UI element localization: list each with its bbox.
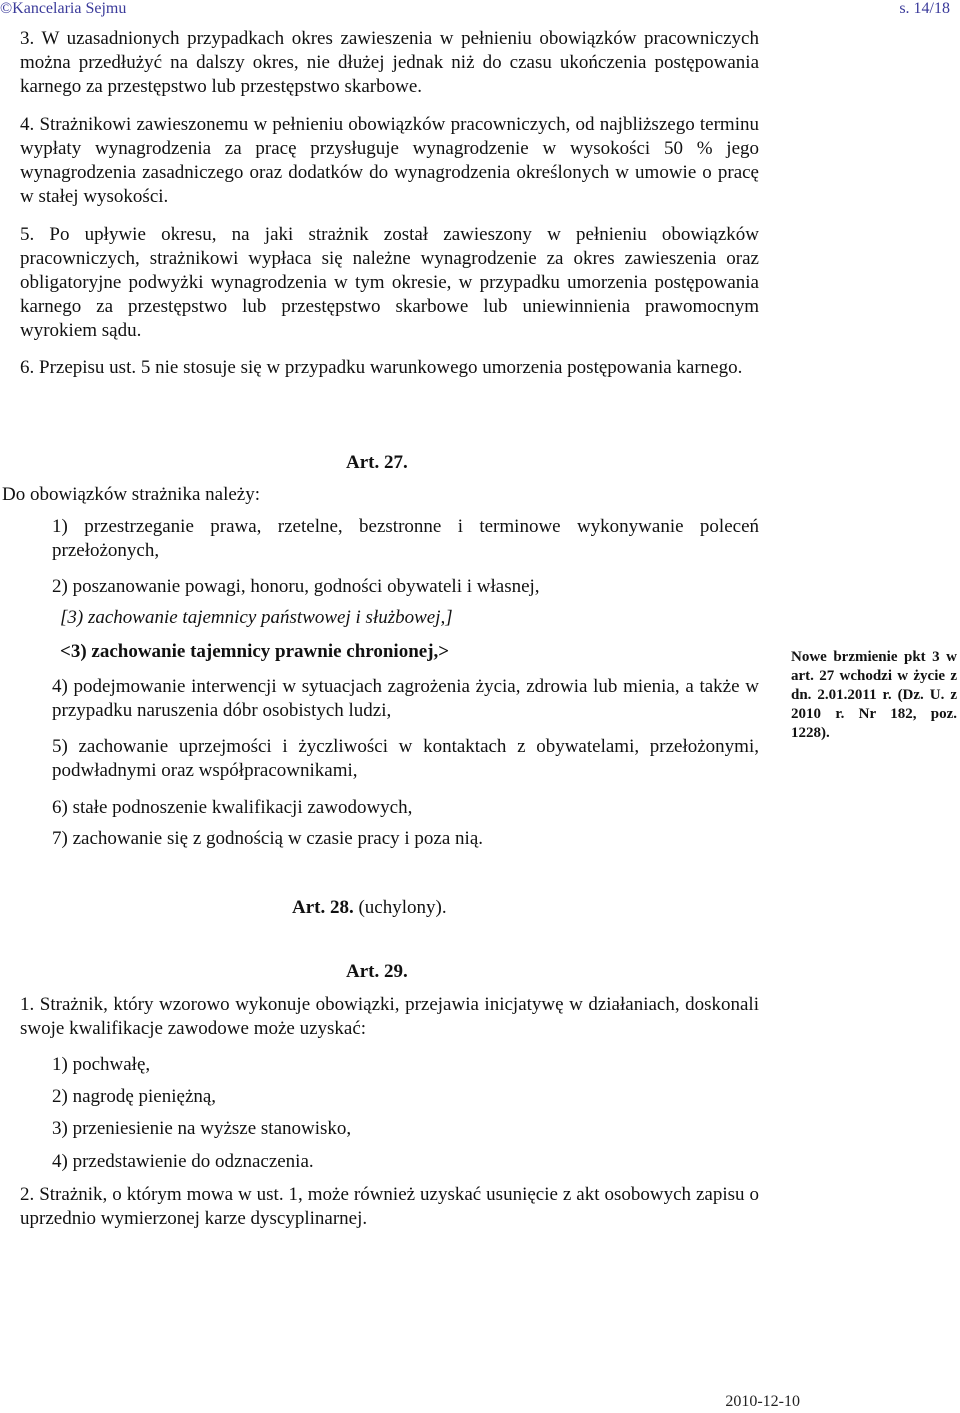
copyright-header: ©Kancelaria Sejmu	[0, 0, 127, 17]
paragraph-6: 6. Przepisu ust. 5 nie stosuje się w przypadku warunkowego umorzenia postępowania karnego.	[20, 357, 743, 378]
art27-item-1: 1) przestrzeganie prawa, rzetelne, bezstronne i terminowe wykonywanie poleceń przełożonych,	[52, 516, 759, 561]
art27-item-2: 2) poszanowanie powagi, honoru, godności obywateli i własnej,	[52, 576, 540, 597]
art27-item-5: 5) zachowanie uprzejmości i życzliwości w kontaktach z obywatelami, przełożonymi, podwładnymi oraz współpracownikami,	[52, 736, 759, 781]
side-note: Nowe brzmienie pkt 3 w art. 27 wchodzi w życie z dn. 2.01.2011 r. (Dz. U. z 2010 r. Nr 182, poz. 1228).	[791, 649, 957, 741]
article-27-title: Art. 27.	[346, 452, 408, 473]
article-28-status: (uchylony).	[353, 897, 447, 918]
art29-item-2: 2) nagrodę pieniężną,	[52, 1086, 217, 1107]
art27-item-7: 7) zachowanie się z godnością w czasie pracy i poza nią.	[52, 828, 483, 849]
article-27-intro: Do obowiązków strażnika należy:	[2, 484, 260, 505]
art29-item-3: 3) przeniesienie na wyższe stanowisko,	[52, 1118, 352, 1139]
article-28-title: Art. 28.	[292, 897, 354, 918]
article-28	[292, 896, 447, 920]
footer-date: 2010-12-10	[725, 1393, 800, 1410]
art27-item-4: 4) podejmowanie interwencji w sytuacjach zagrożenia życia, zdrowia lub mienia, a także w przypadku naruszenia dóbr osobistych ludzi,	[52, 676, 759, 721]
paragraph-4: 4. Strażnikowi zawieszonemu w pełnieniu obowiązków pracowniczych, od najbliższego terminu wypłaty wynagrodzenia za pracę przysługuje wynagrodzenie w wysokości 50 % jego wynagrodzenia zasadniczego oraz dodatków do wynagrodzenia określonych w umowie o pracę w stałej wysokości.	[20, 114, 759, 207]
art29-item-4: 4) przedstawienie do odznaczenia.	[52, 1151, 314, 1172]
art27-item-3-old: [3) zachowanie tajemnicy państwowej i służbowej,]	[60, 607, 453, 628]
article-29-paragraph-2: 2. Strażnik, o którym mowa w ust. 1, może również uzyskać usunięcie z akt osobowych zapisu o uprzednio wymierzonej karze dyscyplinarnej.	[20, 1184, 759, 1229]
art29-item-1: 1) pochwałę,	[52, 1054, 151, 1075]
paragraph-3: 3. W uzasadnionych przypadkach okres zawieszenia w pełnieniu obowiązków pracowniczych można przedłużyć na dalszy okres, nie dłużej jednak niż do czasu ukończenia postępowania karnego za przestępstwo lub przestępstwo skarbowe.	[20, 28, 759, 97]
article-29-paragraph-1: 1. Strażnik, który wzorowo wykonuje obowiązki, przejawia inicjatywę w działaniach, doskonali swoje kwalifikacje zawodowe może uzyskać:	[20, 994, 759, 1039]
art27-item-6: 6) stałe podnoszenie kwalifikacji zawodowych,	[52, 797, 413, 818]
art27-item-3-new: <3) zachowanie tajemnicy prawnie chronionej,>	[60, 641, 450, 662]
paragraph-5: 5. Po upływie okresu, na jaki strażnik został zawieszony w pełnieniu obowiązków pracowniczych, strażnikowi wypłaca się należne wynagrodzenie za okres zawieszenia oraz obligatoryjne podwyżki wynagrodzenia w tym okresie, w przypadku umorzenia postępowania karnego za przestępstwo lub przestępstwo skarbowe lub uniewinnienia prawomocnym wyrokiem sądu.	[20, 224, 759, 341]
article-29-title: Art. 29.	[346, 961, 408, 982]
page-number: s. 14/18	[899, 0, 950, 17]
